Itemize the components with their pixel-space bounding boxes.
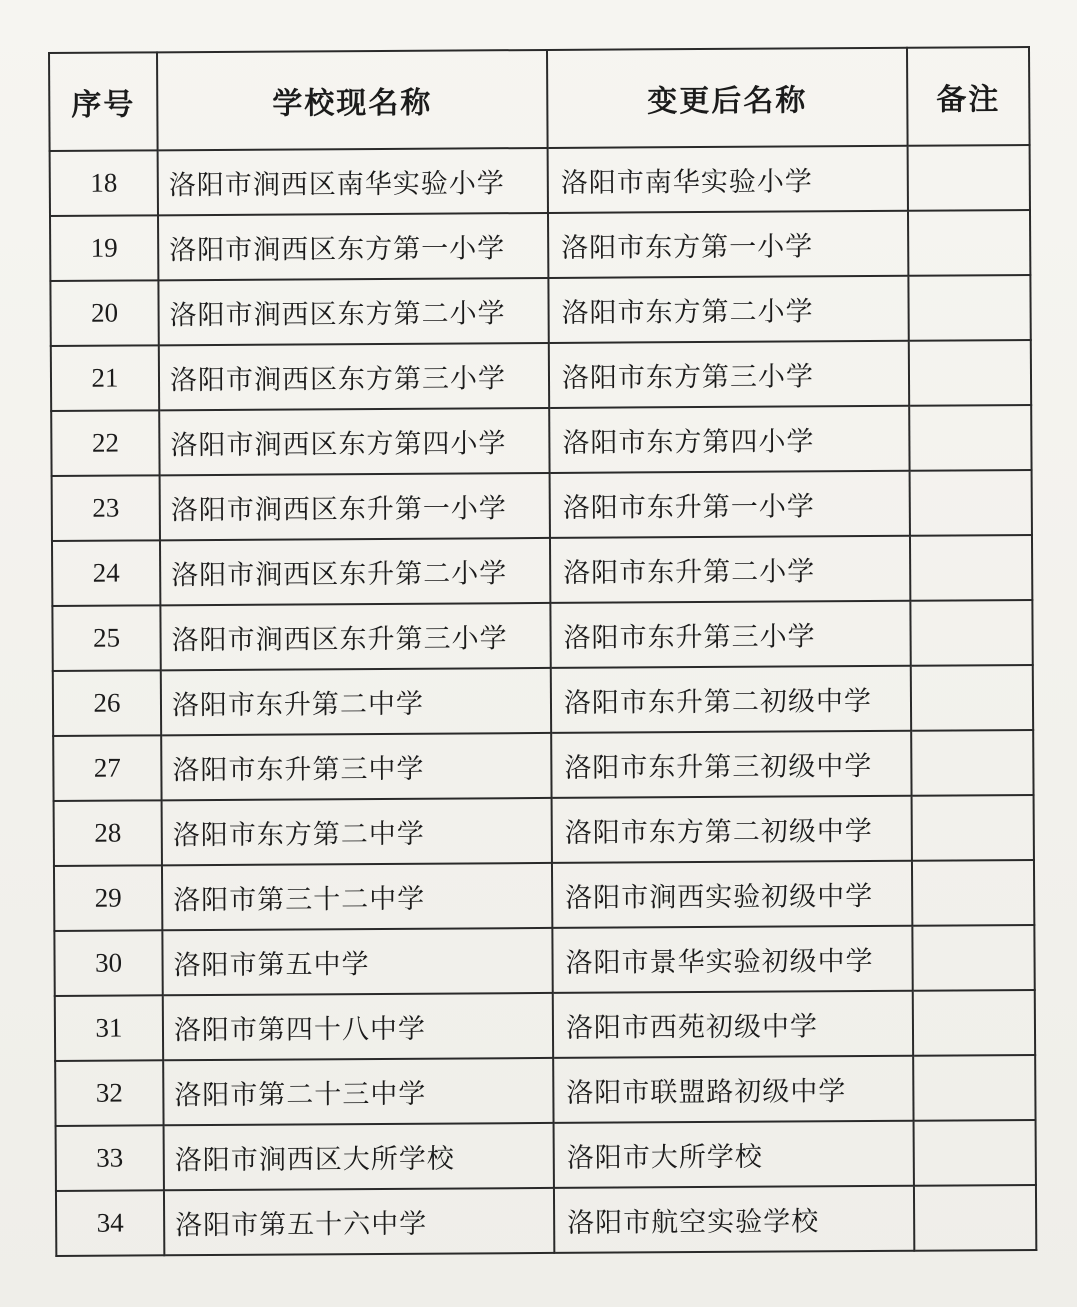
table-row [53, 730, 1033, 801]
serial-number-cell: 19 [50, 215, 158, 281]
new-name-cell: 洛阳市东升第一小学 [550, 471, 910, 538]
current-name-cell: 洛阳市东升第二中学 [161, 668, 551, 735]
current-name-cell: 洛阳市第四十八中学 [163, 993, 553, 1060]
current-name-cell: 洛阳市涧西区南华实验小学 [158, 148, 548, 215]
current-name-cell: 洛阳市涧西区大所学校 [164, 1123, 554, 1190]
new-name-cell: 洛阳市西苑初级中学 [553, 991, 913, 1058]
new-name-cell: 洛阳市东方第二初级中学 [552, 796, 912, 863]
serial-number-cell: 24 [52, 540, 160, 606]
current-name-cell: 洛阳市涧西区东方第一小学 [158, 213, 548, 280]
table-row [56, 1185, 1036, 1256]
table-row [52, 535, 1032, 606]
new-name-cell: 洛阳市涧西实验初级中学 [552, 861, 912, 928]
current-name-cell: 洛阳市涧西区东方第四小学 [159, 408, 549, 475]
header-remarks: 备注 [907, 47, 1030, 146]
remarks-cell [909, 340, 1031, 406]
serial-number-cell: 25 [52, 605, 160, 671]
current-name-cell: 洛阳市第五十六中学 [164, 1188, 554, 1255]
header-current-name: 学校现名称 [157, 50, 548, 150]
remarks-cell [910, 470, 1032, 536]
current-name-cell: 洛阳市第五中学 [162, 928, 552, 995]
table-row [54, 925, 1034, 996]
remarks-cell [908, 275, 1030, 341]
serial-number-cell: 22 [51, 410, 159, 476]
table-row [50, 210, 1030, 281]
serial-number-cell: 20 [50, 280, 158, 346]
table-row [52, 470, 1032, 541]
new-name-cell: 洛阳市大所学校 [554, 1121, 914, 1188]
remarks-cell [914, 1185, 1036, 1251]
remarks-cell [914, 1120, 1036, 1186]
remarks-cell [912, 925, 1034, 991]
school-rename-table [48, 46, 1037, 1257]
remarks-cell [911, 665, 1033, 731]
remarks-cell [911, 730, 1033, 796]
serial-number-cell: 28 [54, 800, 162, 866]
remarks-cell [909, 405, 1031, 471]
table-row [56, 1120, 1036, 1191]
new-name-cell: 洛阳市联盟路初级中学 [553, 1056, 913, 1123]
table-row [55, 1055, 1035, 1126]
new-name-cell: 洛阳市东升第二小学 [550, 536, 910, 603]
new-name-cell: 洛阳市东方第二小学 [548, 276, 908, 343]
serial-number-cell: 26 [53, 670, 161, 736]
current-name-cell: 洛阳市第三十二中学 [162, 863, 552, 930]
serial-number-cell: 29 [54, 865, 162, 931]
table-row [55, 990, 1035, 1061]
new-name-cell: 洛阳市东方第四小学 [549, 406, 909, 473]
remarks-cell [910, 600, 1032, 666]
table-row [51, 340, 1031, 411]
table-row [50, 275, 1030, 346]
table-row [52, 600, 1032, 671]
current-name-cell: 洛阳市东方第二中学 [162, 798, 552, 865]
remarks-cell [908, 145, 1030, 211]
current-name-cell: 洛阳市涧西区东升第三小学 [160, 603, 550, 670]
new-name-cell: 洛阳市东升第三小学 [550, 601, 910, 668]
current-name-cell: 洛阳市涧西区东方第二小学 [158, 278, 548, 345]
header-serial-number: 序号 [49, 52, 158, 151]
current-name-cell: 洛阳市涧西区东升第二小学 [160, 538, 550, 605]
serial-number-cell: 18 [50, 150, 158, 216]
serial-number-cell: 32 [55, 1060, 163, 1126]
table-row [53, 665, 1033, 736]
remarks-cell [913, 990, 1035, 1056]
table-row [54, 860, 1034, 931]
current-name-cell: 洛阳市东升第三中学 [161, 733, 551, 800]
new-name-cell: 洛阳市东升第三初级中学 [551, 731, 911, 798]
table-row [54, 795, 1034, 866]
table-row [50, 145, 1030, 216]
new-name-cell: 洛阳市东方第三小学 [549, 341, 909, 408]
serial-number-cell: 27 [53, 735, 161, 801]
serial-number-cell: 23 [52, 475, 160, 541]
table-header-row [49, 47, 1030, 151]
remarks-cell [912, 795, 1034, 861]
current-name-cell: 洛阳市第二十三中学 [163, 1058, 553, 1125]
remarks-cell [913, 1055, 1035, 1121]
remarks-cell [908, 210, 1030, 276]
remarks-cell [912, 860, 1034, 926]
serial-number-cell: 30 [54, 930, 162, 996]
serial-number-cell: 31 [55, 995, 163, 1061]
serial-number-cell: 34 [56, 1190, 164, 1256]
current-name-cell: 洛阳市涧西区东升第一小学 [160, 473, 550, 540]
table-body [50, 145, 1037, 1256]
new-name-cell: 洛阳市东方第一小学 [548, 211, 908, 278]
table-row [51, 405, 1031, 476]
new-name-cell: 洛阳市景华实验初级中学 [552, 926, 912, 993]
header-new-name: 变更后名称 [547, 48, 908, 148]
serial-number-cell: 33 [56, 1125, 164, 1191]
new-name-cell: 洛阳市航空实验学校 [554, 1186, 914, 1253]
current-name-cell: 洛阳市涧西区东方第三小学 [159, 343, 549, 410]
new-name-cell: 洛阳市南华实验小学 [548, 146, 908, 213]
new-name-cell: 洛阳市东升第二初级中学 [551, 666, 911, 733]
remarks-cell [910, 535, 1032, 601]
serial-number-cell: 21 [51, 345, 159, 411]
